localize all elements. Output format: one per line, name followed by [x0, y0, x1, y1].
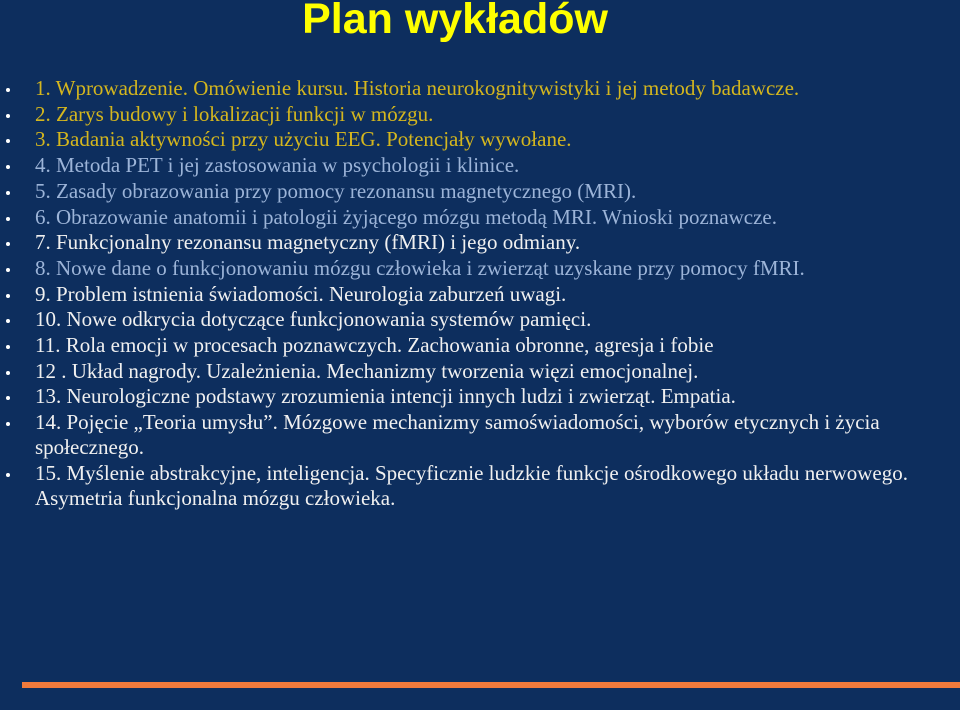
list-item	[0, 76, 960, 101]
list-item-text: 9. Problem istnienia świadomości. Neurologia zaburzeń uwagi.	[35, 281, 567, 306]
list-item-text: 6. Obrazowanie anatomii i patologii żyjącego mózgu metodą MRI. Wnioski poznawcze.	[35, 204, 777, 229]
list-item	[0, 461, 960, 511]
list-item	[0, 153, 960, 178]
list-item	[0, 282, 960, 307]
slide-title: Plan wykładów	[302, 0, 608, 43]
footer-accent-bar	[22, 682, 960, 688]
list-item-text: 13. Neurologiczne podstawy zrozumienia intencji innych ludzi i zwierząt. Empatia.	[35, 384, 736, 409]
list-item	[0, 179, 960, 204]
bullet-icon	[6, 319, 10, 323]
list-item-text: 1. Wprowadzenie. Omówienie kursu. Historia neurokognitywistyki i jej metody badawcze.	[35, 76, 800, 100]
bullet-icon	[6, 473, 10, 477]
bullet-icon	[6, 294, 10, 298]
list-item	[0, 384, 960, 409]
bullet-icon	[6, 396, 10, 400]
list-item-text: 3. Badania aktywności przy użyciu EEG. Potencjały wywołane.	[35, 127, 572, 152]
list-item	[0, 102, 960, 127]
list-item-text: 15. Myślenie abstrakcyjne, inteligencja. Specyficznie ludzkie funkcje ośrodkowego układu nerwowego. Asymetria funkcjonalna mózgu człowieka.	[35, 461, 908, 511]
bullet-icon	[6, 139, 10, 143]
list-item	[0, 205, 960, 230]
list-item	[0, 410, 960, 460]
bullet-icon	[6, 242, 10, 246]
bullet-icon	[6, 268, 10, 272]
footer-strip	[0, 693, 960, 710]
list-item	[0, 230, 960, 255]
list-item	[0, 127, 960, 152]
bullet-icon	[6, 191, 10, 195]
lecture-list	[0, 76, 960, 512]
list-item	[0, 307, 960, 332]
list-item-text: 14. Pojęcie „Teoria umysłu”. Mózgowe mechanizmy samoświadomości, wyborów etycznych i życia społecznego.	[35, 410, 880, 460]
list-item-text: 2. Zarys budowy i lokalizacji funkcji w mózgu.	[35, 101, 434, 126]
list-item-text: 10. Nowe odkrycia dotyczące funkcjonowania systemów pamięci.	[35, 307, 592, 332]
bullet-icon	[6, 114, 10, 118]
list-item-text: 7. Funkcjonalny rezonansu magnetyczny (fMRI) i jego odmiany.	[35, 230, 581, 255]
list-item	[0, 359, 960, 384]
bullet-icon	[6, 345, 10, 349]
bullet-icon	[6, 371, 10, 375]
list-item	[0, 256, 960, 281]
bullet-icon	[6, 88, 10, 92]
list-item	[0, 333, 960, 358]
list-item-text: 12 . Układ nagrody. Uzależnienia. Mechanizmy tworzenia więzi emocjonalnej.	[35, 358, 699, 383]
list-item-text: 4. Metoda PET i jej zastosowania w psychologii i klinice.	[35, 153, 520, 178]
list-item-text: 5. Zasady obrazowania przy pomocy rezonansu magnetycznego (MRI).	[35, 178, 637, 203]
bullet-icon	[6, 422, 10, 426]
bullet-icon	[6, 217, 10, 221]
list-item-text: 8. Nowe dane o funkcjonowaniu mózgu człowieka i zwierząt uzyskane przy pomocy fMRI.	[35, 255, 805, 280]
list-item-text: 11. Rola emocji w procesach poznawczych. Zachowania obronne, agresja i fobie	[35, 333, 714, 358]
bullet-icon	[6, 165, 10, 169]
